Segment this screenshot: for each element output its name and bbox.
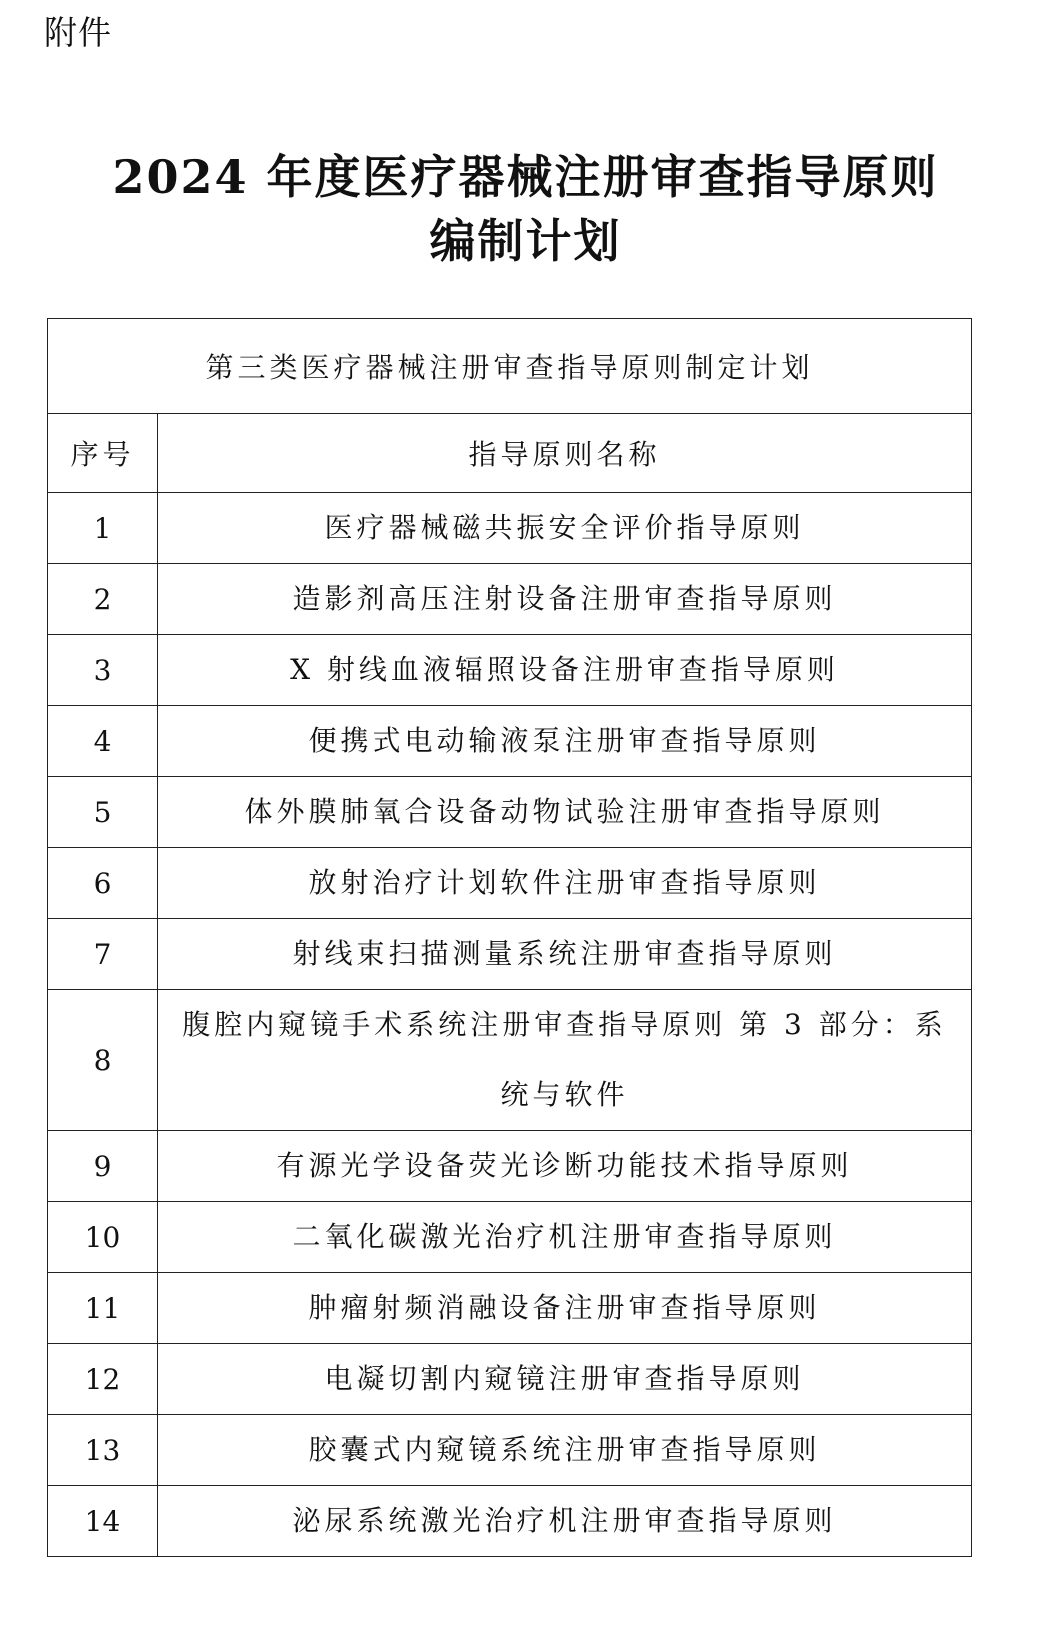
header-name: 指导原则名称 [158,414,972,493]
table-row [48,1344,972,1415]
row-number: 12 [48,1344,158,1415]
table-row [48,1486,972,1557]
table-row [48,1202,972,1273]
row-name: 腹腔内窥镜手术系统注册审查指导原则 第 3 部分：系统与软件 [158,990,972,1131]
table-row [48,848,972,919]
row-name: 射线束扫描测量系统注册审查指导原则 [158,919,972,990]
plan-table [47,318,972,1557]
row-name: 有源光学设备荧光诊断功能技术指导原则 [158,1131,972,1202]
row-name: X 射线血液辐照设备注册审查指导原则 [158,635,972,706]
attachment-label: 附件 [44,13,112,52]
table-row [48,1273,972,1344]
document-title-line-2: 编制计划 [429,214,622,268]
row-number: 14 [48,1486,158,1557]
table-header-row [48,414,972,493]
row-number: 9 [48,1131,158,1202]
document-title-line-1: 2024 年度医疗器械注册审查指导原则 [112,150,939,204]
row-name: 便携式电动输液泵注册审查指导原则 [158,706,972,777]
row-number: 6 [48,848,158,919]
row-name: 医疗器械磁共振安全评价指导原则 [158,493,972,564]
row-number: 10 [48,1202,158,1273]
row-number: 3 [48,635,158,706]
row-name: 胶囊式内窥镜系统注册审查指导原则 [158,1415,972,1486]
table-row [48,564,972,635]
row-name: 肿瘤射频消融设备注册审查指导原则 [158,1273,972,1344]
row-number: 2 [48,564,158,635]
row-number: 13 [48,1415,158,1486]
table-row [48,919,972,990]
table-caption-row [48,319,972,414]
table-caption: 第三类医疗器械注册审查指导原则制定计划 [48,319,972,414]
row-name: 电凝切割内窥镜注册审查指导原则 [158,1344,972,1415]
header-number: 序号 [48,414,158,493]
row-number: 4 [48,706,158,777]
table-row [48,1415,972,1486]
row-name: 二氧化碳激光治疗机注册审查指导原则 [158,1202,972,1273]
table-row [48,635,972,706]
table-row [48,1131,972,1202]
row-name: 体外膜肺氧合设备动物试验注册审查指导原则 [158,777,972,848]
row-name: 放射治疗计划软件注册审查指导原则 [158,848,972,919]
row-name: 造影剂高压注射设备注册审查指导原则 [158,564,972,635]
table-row [48,990,972,1131]
table-row [48,706,972,777]
row-number: 5 [48,777,158,848]
row-number: 1 [48,493,158,564]
row-number: 7 [48,919,158,990]
row-number: 11 [48,1273,158,1344]
table-row [48,777,972,848]
row-number: 8 [48,990,158,1131]
table-row [48,493,972,564]
row-name: 泌尿系统激光治疗机注册审查指导原则 [158,1486,972,1557]
